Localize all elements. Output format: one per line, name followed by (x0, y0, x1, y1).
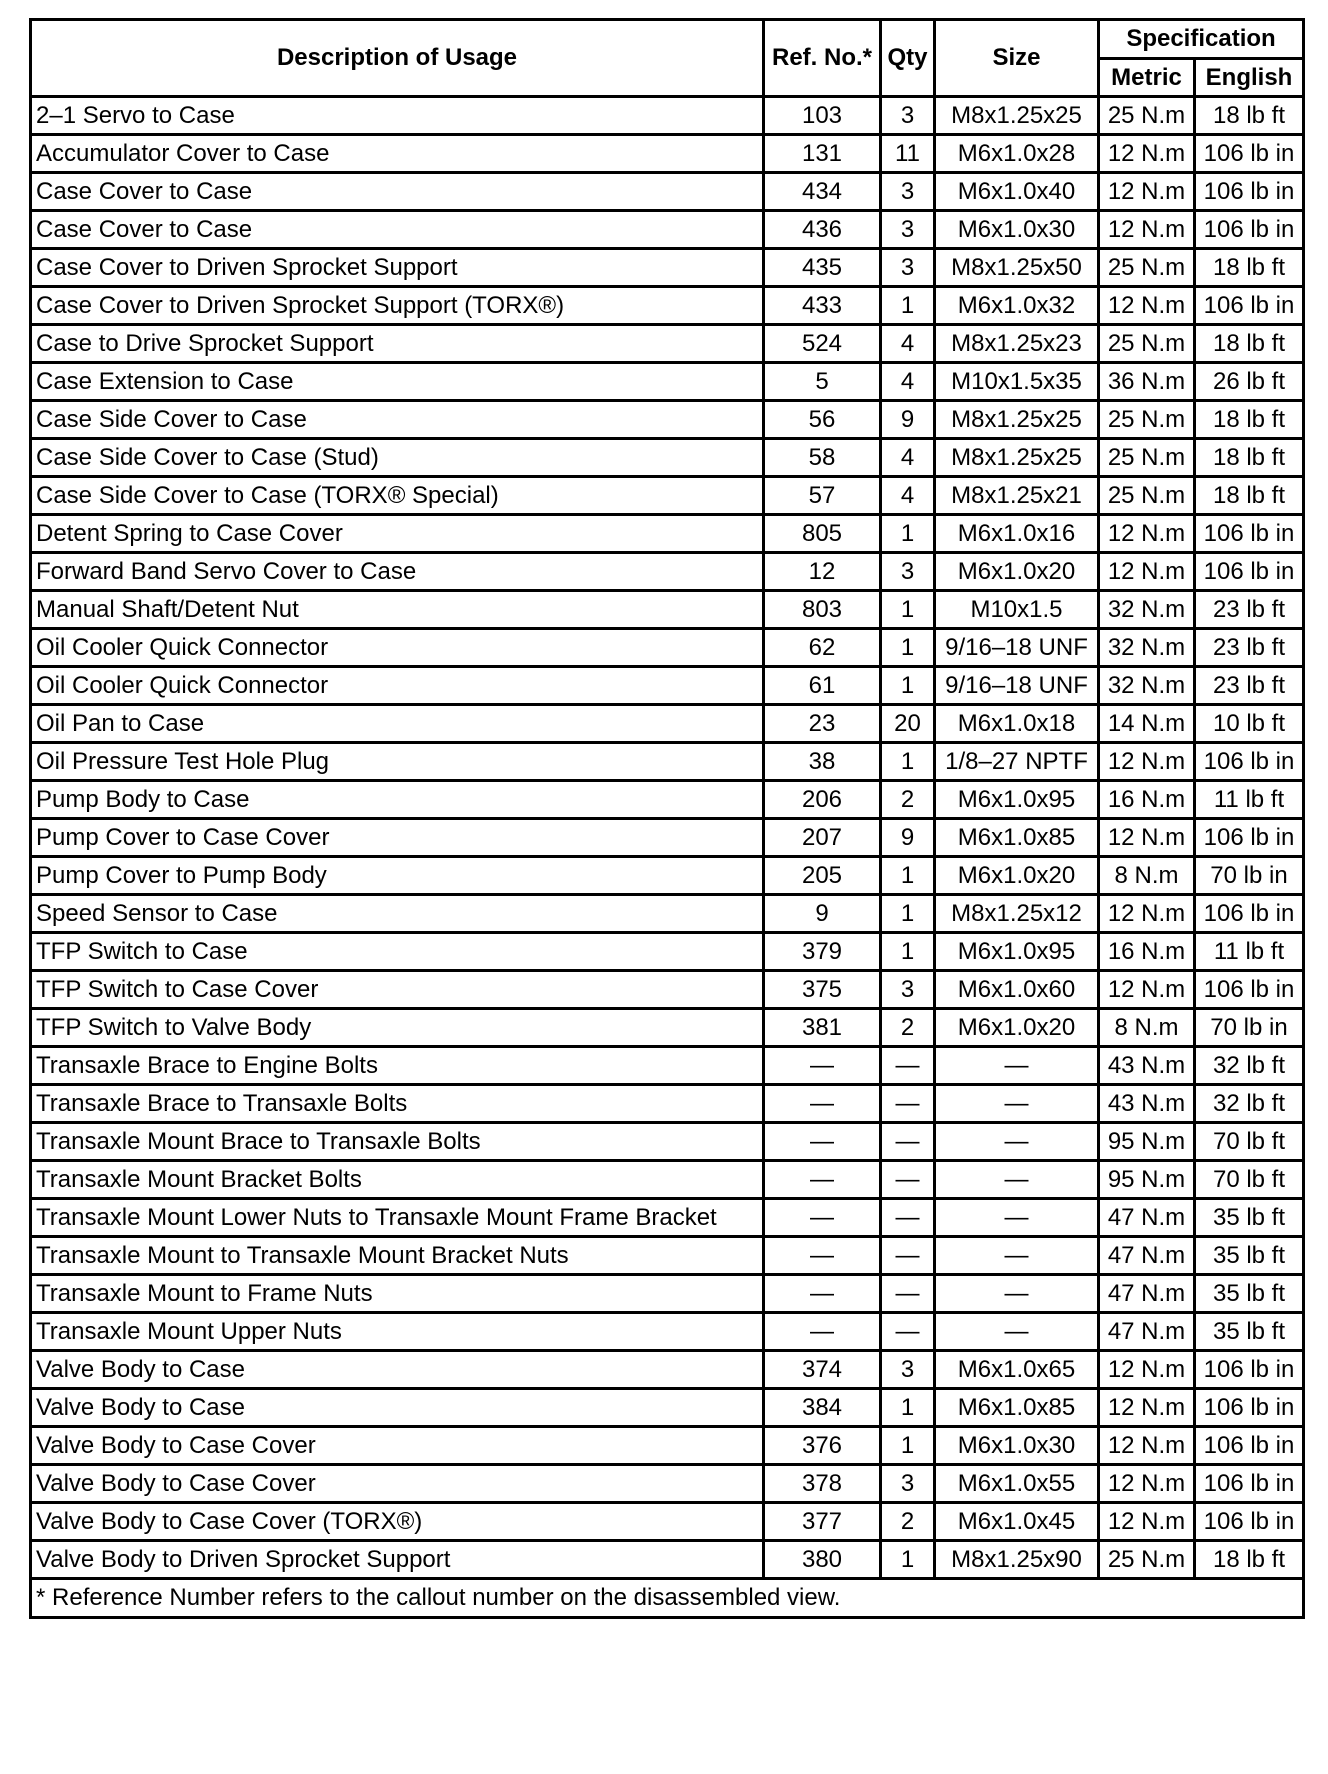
cell-english: 106 lb in (1195, 1351, 1304, 1389)
header-specification: Specification (1099, 20, 1304, 59)
cell-english: 35 lb ft (1195, 1237, 1304, 1275)
table-row (31, 1161, 1304, 1199)
table-row (31, 1541, 1304, 1579)
cell-english: 11 lb ft (1195, 781, 1304, 819)
table-row (31, 249, 1304, 287)
cell-size: M8x1.25x50 (935, 249, 1099, 287)
table-row (31, 895, 1304, 933)
cell-size: M6x1.0x28 (935, 135, 1099, 173)
cell-description: Accumulator Cover to Case (31, 135, 764, 173)
cell-english: 32 lb ft (1195, 1047, 1304, 1085)
cell-description: Valve Body to Driven Sprocket Support (31, 1541, 764, 1579)
cell-qty: 4 (881, 439, 935, 477)
cell-description: Oil Pan to Case (31, 705, 764, 743)
cell-ref-no: 207 (764, 819, 881, 857)
cell-ref-no: 206 (764, 781, 881, 819)
cell-size: M6x1.0x32 (935, 287, 1099, 325)
cell-metric: 8 N.m (1099, 1009, 1195, 1047)
cell-size: M6x1.0x40 (935, 173, 1099, 211)
cell-ref-no: — (764, 1237, 881, 1275)
cell-ref-no: 62 (764, 629, 881, 667)
table-row (31, 173, 1304, 211)
table-row (31, 1085, 1304, 1123)
table-row (31, 477, 1304, 515)
cell-ref-no: 380 (764, 1541, 881, 1579)
cell-size: — (935, 1085, 1099, 1123)
cell-qty: — (881, 1085, 935, 1123)
cell-english: 106 lb in (1195, 1503, 1304, 1541)
cell-size: 9/16–18 UNF (935, 667, 1099, 705)
cell-size: M6x1.0x16 (935, 515, 1099, 553)
cell-size: M8x1.25x25 (935, 97, 1099, 135)
cell-qty: 9 (881, 819, 935, 857)
cell-size: M6x1.0x30 (935, 1427, 1099, 1465)
cell-ref-no: 38 (764, 743, 881, 781)
cell-qty: 1 (881, 515, 935, 553)
cell-metric: 47 N.m (1099, 1237, 1195, 1275)
cell-size: M10x1.5x35 (935, 363, 1099, 401)
cell-qty: 1 (881, 1427, 935, 1465)
cell-english: 70 lb in (1195, 857, 1304, 895)
cell-ref-no: — (764, 1085, 881, 1123)
cell-metric: 12 N.m (1099, 135, 1195, 173)
cell-english: 106 lb in (1195, 553, 1304, 591)
cell-english: 106 lb in (1195, 211, 1304, 249)
table-row (31, 1313, 1304, 1351)
cell-description: Case Side Cover to Case (Stud) (31, 439, 764, 477)
cell-metric: 36 N.m (1099, 363, 1195, 401)
cell-description: Pump Cover to Case Cover (31, 819, 764, 857)
cell-ref-no: 434 (764, 173, 881, 211)
cell-ref-no: 9 (764, 895, 881, 933)
cell-description: Oil Cooler Quick Connector (31, 629, 764, 667)
cell-ref-no: 376 (764, 1427, 881, 1465)
cell-metric: 16 N.m (1099, 933, 1195, 971)
cell-ref-no: 205 (764, 857, 881, 895)
cell-description: Valve Body to Case (31, 1389, 764, 1427)
cell-size: — (935, 1313, 1099, 1351)
header-description: Description of Usage (31, 20, 764, 97)
cell-english: 70 lb ft (1195, 1161, 1304, 1199)
cell-english: 106 lb in (1195, 135, 1304, 173)
cell-ref-no: 435 (764, 249, 881, 287)
footnote: * Reference Number refers to the callout number on the disassembled view. (31, 1579, 1304, 1618)
cell-qty: — (881, 1275, 935, 1313)
cell-english: 35 lb ft (1195, 1313, 1304, 1351)
cell-size: M6x1.0x65 (935, 1351, 1099, 1389)
cell-metric: 12 N.m (1099, 1351, 1195, 1389)
cell-description: Speed Sensor to Case (31, 895, 764, 933)
cell-description: Valve Body to Case Cover (31, 1465, 764, 1503)
cell-english: 10 lb ft (1195, 705, 1304, 743)
cell-size: — (935, 1275, 1099, 1313)
cell-metric: 43 N.m (1099, 1047, 1195, 1085)
cell-size: M6x1.0x85 (935, 1389, 1099, 1427)
cell-metric: 12 N.m (1099, 819, 1195, 857)
cell-english: 18 lb ft (1195, 249, 1304, 287)
cell-english: 18 lb ft (1195, 477, 1304, 515)
cell-description: Case Cover to Case (31, 211, 764, 249)
torque-spec-table (29, 18, 1305, 1619)
header-ref-no: Ref. No.* (764, 20, 881, 97)
cell-size: M6x1.0x45 (935, 1503, 1099, 1541)
cell-ref-no: 23 (764, 705, 881, 743)
cell-description: Transaxle Mount Upper Nuts (31, 1313, 764, 1351)
cell-description: Case Side Cover to Case (31, 401, 764, 439)
cell-metric: 47 N.m (1099, 1313, 1195, 1351)
cell-metric: 25 N.m (1099, 325, 1195, 363)
cell-qty: 3 (881, 249, 935, 287)
cell-description: Oil Pressure Test Hole Plug (31, 743, 764, 781)
table-row (31, 591, 1304, 629)
cell-size: M8x1.25x12 (935, 895, 1099, 933)
cell-description: Transaxle Mount Lower Nuts to Transaxle Mount Frame Bracket (31, 1199, 764, 1237)
cell-english: 18 lb ft (1195, 325, 1304, 363)
table-row (31, 1009, 1304, 1047)
cell-qty: 1 (881, 895, 935, 933)
cell-metric: 12 N.m (1099, 743, 1195, 781)
table-row (31, 781, 1304, 819)
cell-qty: 3 (881, 553, 935, 591)
cell-size: M6x1.0x60 (935, 971, 1099, 1009)
cell-description: Case Cover to Driven Sprocket Support (TORX®) (31, 287, 764, 325)
cell-ref-no: 56 (764, 401, 881, 439)
cell-metric: 8 N.m (1099, 857, 1195, 895)
cell-ref-no: 805 (764, 515, 881, 553)
cell-ref-no: 433 (764, 287, 881, 325)
cell-description: Manual Shaft/Detent Nut (31, 591, 764, 629)
table-row (31, 933, 1304, 971)
cell-description: Transaxle Mount to Frame Nuts (31, 1275, 764, 1313)
cell-english: 106 lb in (1195, 515, 1304, 553)
cell-qty: — (881, 1313, 935, 1351)
cell-ref-no: 12 (764, 553, 881, 591)
table-row (31, 287, 1304, 325)
table-row (31, 971, 1304, 1009)
cell-ref-no: 378 (764, 1465, 881, 1503)
table-row (31, 705, 1304, 743)
cell-metric: 95 N.m (1099, 1161, 1195, 1199)
cell-english: 106 lb in (1195, 895, 1304, 933)
cell-qty: 1 (881, 287, 935, 325)
cell-qty: — (881, 1237, 935, 1275)
cell-qty: 1 (881, 667, 935, 705)
cell-size: M6x1.0x95 (935, 933, 1099, 971)
header-qty: Qty (881, 20, 935, 97)
cell-metric: 12 N.m (1099, 173, 1195, 211)
cell-metric: 12 N.m (1099, 553, 1195, 591)
cell-size: M6x1.0x20 (935, 553, 1099, 591)
table-row (31, 857, 1304, 895)
cell-ref-no: 803 (764, 591, 881, 629)
cell-qty: 1 (881, 629, 935, 667)
table-row (31, 1237, 1304, 1275)
cell-metric: 12 N.m (1099, 211, 1195, 249)
cell-size: — (935, 1161, 1099, 1199)
cell-description: Valve Body to Case (31, 1351, 764, 1389)
cell-description: Case Side Cover to Case (TORX® Special) (31, 477, 764, 515)
cell-description: Valve Body to Case Cover (TORX®) (31, 1503, 764, 1541)
cell-description: TFP Switch to Valve Body (31, 1009, 764, 1047)
cell-english: 106 lb in (1195, 819, 1304, 857)
cell-metric: 12 N.m (1099, 515, 1195, 553)
cell-metric: 43 N.m (1099, 1085, 1195, 1123)
cell-ref-no: — (764, 1313, 881, 1351)
cell-english: 106 lb in (1195, 1389, 1304, 1427)
cell-qty: 1 (881, 1389, 935, 1427)
cell-size: — (935, 1237, 1099, 1275)
cell-english: 106 lb in (1195, 971, 1304, 1009)
table-row (31, 553, 1304, 591)
cell-size: M8x1.25x21 (935, 477, 1099, 515)
cell-description: 2–1 Servo to Case (31, 97, 764, 135)
cell-english: 106 lb in (1195, 743, 1304, 781)
table-row (31, 1123, 1304, 1161)
cell-size: M6x1.0x30 (935, 211, 1099, 249)
table-row (31, 1389, 1304, 1427)
cell-description: Transaxle Mount Bracket Bolts (31, 1161, 764, 1199)
cell-size: — (935, 1123, 1099, 1161)
cell-english: 23 lb ft (1195, 629, 1304, 667)
cell-ref-no: 57 (764, 477, 881, 515)
cell-metric: 12 N.m (1099, 1465, 1195, 1503)
cell-english: 35 lb ft (1195, 1275, 1304, 1313)
cell-size: M6x1.0x55 (935, 1465, 1099, 1503)
table-row (31, 1199, 1304, 1237)
cell-ref-no: — (764, 1161, 881, 1199)
cell-english: 106 lb in (1195, 287, 1304, 325)
cell-ref-no: 374 (764, 1351, 881, 1389)
header-metric: Metric (1099, 59, 1195, 97)
cell-qty: 1 (881, 1541, 935, 1579)
cell-description: Pump Cover to Pump Body (31, 857, 764, 895)
cell-qty: 11 (881, 135, 935, 173)
cell-english: 23 lb ft (1195, 667, 1304, 705)
table-row (31, 1427, 1304, 1465)
cell-qty: 2 (881, 1503, 935, 1541)
cell-size: 9/16–18 UNF (935, 629, 1099, 667)
cell-description: TFP Switch to Case Cover (31, 971, 764, 1009)
cell-english: 35 lb ft (1195, 1199, 1304, 1237)
cell-size: M8x1.25x23 (935, 325, 1099, 363)
cell-size: M6x1.0x20 (935, 857, 1099, 895)
cell-ref-no: 61 (764, 667, 881, 705)
cell-description: Transaxle Brace to Engine Bolts (31, 1047, 764, 1085)
cell-metric: 12 N.m (1099, 287, 1195, 325)
cell-ref-no: 381 (764, 1009, 881, 1047)
header-english: English (1195, 59, 1304, 97)
cell-english: 106 lb in (1195, 1465, 1304, 1503)
cell-metric: 12 N.m (1099, 1389, 1195, 1427)
cell-qty: 4 (881, 363, 935, 401)
table-row (31, 515, 1304, 553)
cell-qty: — (881, 1161, 935, 1199)
cell-ref-no: 5 (764, 363, 881, 401)
cell-description: Valve Body to Case Cover (31, 1427, 764, 1465)
cell-english: 18 lb ft (1195, 1541, 1304, 1579)
cell-qty: — (881, 1199, 935, 1237)
cell-description: Case Cover to Case (31, 173, 764, 211)
cell-metric: 47 N.m (1099, 1275, 1195, 1313)
cell-metric: 32 N.m (1099, 629, 1195, 667)
cell-ref-no: 379 (764, 933, 881, 971)
cell-ref-no: 384 (764, 1389, 881, 1427)
cell-qty: 3 (881, 211, 935, 249)
table-row (31, 325, 1304, 363)
cell-qty: 1 (881, 933, 935, 971)
cell-ref-no: 377 (764, 1503, 881, 1541)
cell-qty: 3 (881, 97, 935, 135)
cell-qty: 1 (881, 591, 935, 629)
cell-ref-no: 103 (764, 97, 881, 135)
cell-description: Case to Drive Sprocket Support (31, 325, 764, 363)
cell-metric: 12 N.m (1099, 971, 1195, 1009)
cell-qty: 3 (881, 173, 935, 211)
cell-qty: 3 (881, 1465, 935, 1503)
table-row (31, 363, 1304, 401)
cell-qty: 1 (881, 743, 935, 781)
torque-spec-table-wrapper (29, 18, 1305, 1619)
cell-english: 106 lb in (1195, 173, 1304, 211)
cell-english: 26 lb ft (1195, 363, 1304, 401)
cell-metric: 12 N.m (1099, 1427, 1195, 1465)
cell-ref-no: 436 (764, 211, 881, 249)
cell-metric: 25 N.m (1099, 439, 1195, 477)
cell-size: M6x1.0x20 (935, 1009, 1099, 1047)
cell-qty: 1 (881, 857, 935, 895)
cell-description: Transaxle Mount Brace to Transaxle Bolts (31, 1123, 764, 1161)
cell-size: M6x1.0x85 (935, 819, 1099, 857)
cell-qty: 3 (881, 971, 935, 1009)
cell-size: M6x1.0x95 (935, 781, 1099, 819)
cell-metric: 47 N.m (1099, 1199, 1195, 1237)
cell-qty: 9 (881, 401, 935, 439)
cell-metric: 25 N.m (1099, 97, 1195, 135)
cell-description: Pump Body to Case (31, 781, 764, 819)
cell-description: TFP Switch to Case (31, 933, 764, 971)
cell-qty: 4 (881, 477, 935, 515)
table-row (31, 629, 1304, 667)
cell-metric: 25 N.m (1099, 401, 1195, 439)
cell-description: Case Extension to Case (31, 363, 764, 401)
table-row (31, 667, 1304, 705)
cell-size: 1/8–27 NPTF (935, 743, 1099, 781)
cell-metric: 12 N.m (1099, 895, 1195, 933)
cell-ref-no: — (764, 1275, 881, 1313)
cell-metric: 95 N.m (1099, 1123, 1195, 1161)
cell-description: Transaxle Mount to Transaxle Mount Bracket Nuts (31, 1237, 764, 1275)
cell-size: M8x1.25x90 (935, 1541, 1099, 1579)
cell-size: M6x1.0x18 (935, 705, 1099, 743)
table-row (31, 97, 1304, 135)
cell-description: Forward Band Servo Cover to Case (31, 553, 764, 591)
cell-english: 70 lb ft (1195, 1123, 1304, 1161)
header-size: Size (935, 20, 1099, 97)
table-body (31, 97, 1304, 1579)
table-row (31, 401, 1304, 439)
cell-description: Detent Spring to Case Cover (31, 515, 764, 553)
cell-qty: — (881, 1047, 935, 1085)
cell-ref-no: — (764, 1047, 881, 1085)
cell-metric: 32 N.m (1099, 591, 1195, 629)
cell-size: — (935, 1199, 1099, 1237)
cell-description: Case Cover to Driven Sprocket Support (31, 249, 764, 287)
cell-size: M10x1.5 (935, 591, 1099, 629)
cell-qty: 20 (881, 705, 935, 743)
cell-english: 18 lb ft (1195, 439, 1304, 477)
table-row (31, 1503, 1304, 1541)
cell-english: 23 lb ft (1195, 591, 1304, 629)
table-row (31, 819, 1304, 857)
table-row (31, 1275, 1304, 1313)
cell-metric: 25 N.m (1099, 477, 1195, 515)
cell-size: M8x1.25x25 (935, 439, 1099, 477)
table-row (31, 1351, 1304, 1389)
cell-qty: 2 (881, 781, 935, 819)
table-row (31, 135, 1304, 173)
cell-qty: — (881, 1123, 935, 1161)
cell-size: M8x1.25x25 (935, 401, 1099, 439)
cell-qty: 3 (881, 1351, 935, 1389)
cell-metric: 12 N.m (1099, 1503, 1195, 1541)
cell-ref-no: 375 (764, 971, 881, 1009)
table-row (31, 1047, 1304, 1085)
cell-ref-no: — (764, 1123, 881, 1161)
cell-description: Oil Cooler Quick Connector (31, 667, 764, 705)
table-row (31, 1465, 1304, 1503)
table-row (31, 439, 1304, 477)
cell-qty: 4 (881, 325, 935, 363)
cell-english: 18 lb ft (1195, 97, 1304, 135)
table-row (31, 743, 1304, 781)
cell-ref-no: 131 (764, 135, 881, 173)
cell-metric: 32 N.m (1099, 667, 1195, 705)
cell-ref-no: 58 (764, 439, 881, 477)
cell-english: 32 lb ft (1195, 1085, 1304, 1123)
cell-qty: 2 (881, 1009, 935, 1047)
cell-english: 70 lb in (1195, 1009, 1304, 1047)
table-row (31, 211, 1304, 249)
cell-metric: 14 N.m (1099, 705, 1195, 743)
cell-english: 106 lb in (1195, 1427, 1304, 1465)
cell-metric: 25 N.m (1099, 1541, 1195, 1579)
cell-ref-no: 524 (764, 325, 881, 363)
cell-metric: 25 N.m (1099, 249, 1195, 287)
cell-english: 18 lb ft (1195, 401, 1304, 439)
cell-english: 11 lb ft (1195, 933, 1304, 971)
cell-ref-no: — (764, 1199, 881, 1237)
cell-size: — (935, 1047, 1099, 1085)
cell-metric: 16 N.m (1099, 781, 1195, 819)
cell-description: Transaxle Brace to Transaxle Bolts (31, 1085, 764, 1123)
